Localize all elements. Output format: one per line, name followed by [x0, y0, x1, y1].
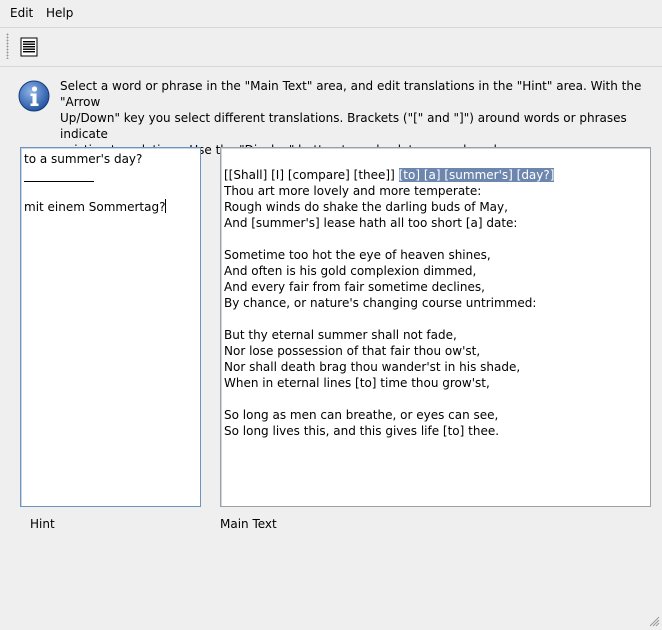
display-button[interactable] [18, 36, 40, 58]
toolbar-grip[interactable] [6, 33, 9, 59]
info-line: Up/Down" key you select different translations. Brackets ("[" and "]") around words or phrases indicate [60, 111, 627, 141]
main-text-line: And [summer's] lease hath all too short [a] date: [224, 216, 518, 230]
main-text-line: By chance, or nature's changing course untrimmed: [224, 296, 537, 310]
main-text-selection[interactable]: [to] [a] [summer's] [day?] [398, 168, 555, 182]
menu-help[interactable]: Help [46, 6, 74, 20]
resize-grip-icon[interactable] [648, 615, 660, 627]
hint-label: Hint [30, 517, 55, 531]
document-lines-icon [18, 36, 40, 58]
main-text-line: So long lives this, and this gives life [to] thee. [224, 424, 500, 438]
main-text-line: And often is his gold complexion dimmed, [224, 264, 477, 278]
hint-textarea[interactable] [20, 147, 201, 507]
main-text-line: But thy eternal summer shall not fade, [224, 328, 457, 342]
hint-translation-text: mit einem Sommertag? [24, 200, 166, 214]
main-text-line: Rough winds do shake the darling buds of May, [224, 200, 508, 214]
hint-original-text: to a summer's day? [24, 152, 143, 166]
hint-translation-line [24, 199, 166, 215]
main-text-label: Main Text [220, 517, 277, 531]
main-text-line [224, 391, 554, 407]
main-text-line [224, 311, 554, 327]
main-text-line [224, 167, 554, 183]
main-text-line: And every fair from fair sometime declines, [224, 280, 485, 294]
main-text-line: So long as men can breathe, or eyes can see, [224, 408, 499, 422]
info-message [60, 78, 650, 158]
toolbar [0, 28, 662, 67]
main-text-line: Sometime too hot the eye of heaven shines, [224, 248, 491, 262]
info-line: Select a word or phrase in the "Main Text" area, and edit translations in the "Hint" area. With the "Arrow [60, 79, 642, 109]
hint-separator [24, 167, 166, 183]
main-text-line: Nor lose possession of that fair thou ow'st, [224, 344, 481, 358]
main-text-unselected: [[Shall] [I] [compare] [thee]] [224, 168, 399, 182]
menu-bar [0, 0, 662, 28]
main-text-area[interactable] [220, 147, 651, 507]
info-icon [18, 80, 50, 112]
main-text-line: When in eternal lines [to] time thou grow'st, [224, 376, 490, 390]
text-caret [165, 199, 166, 213]
main-text-line [224, 231, 554, 247]
main-text-line: Nor shall death brag thou wander'st in his shade, [224, 360, 521, 374]
menu-edit[interactable]: Edit [10, 6, 34, 20]
main-text-line: Thou art more lovely and more temperate: [224, 184, 482, 198]
